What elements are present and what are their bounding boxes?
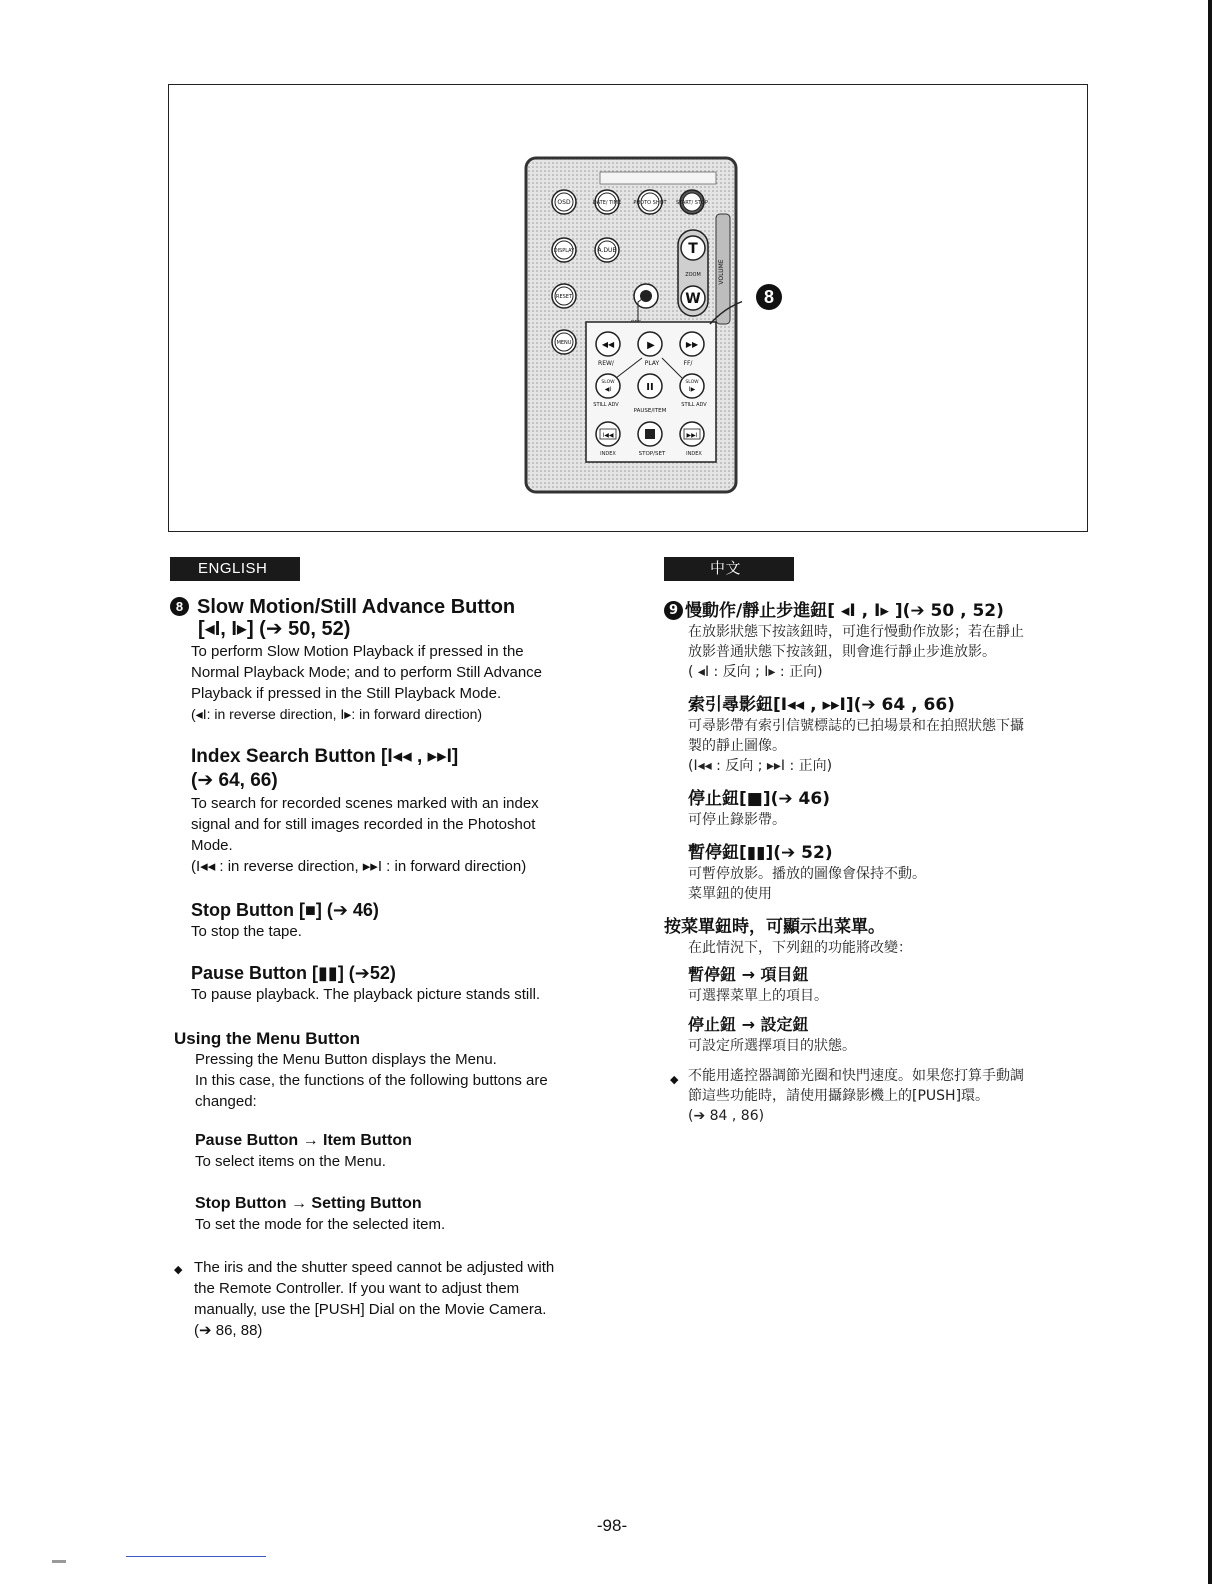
- zh-slow-motion-line-1: 在放影狀態下按該鈕時，可進行慢動作放影；若在靜止: [688, 624, 1024, 640]
- pause-button-text: To pause playback. The playback picture stands still.: [191, 986, 541, 1003]
- english-tab: ENGLISH: [170, 557, 300, 581]
- zh-index-search-line-3: (I◂◂ : 反向 ; ▸▸I : 正向): [688, 758, 833, 774]
- svg-text:I▶: I▶: [688, 386, 696, 393]
- zoom-w-label: W: [685, 291, 701, 307]
- page-edge-bar: [1208, 0, 1212, 1584]
- svg-text:◀◀: ◀◀: [601, 340, 615, 349]
- zh-pause-line-2: 菜單鈕的使用: [688, 886, 772, 902]
- scan-mark: [52, 1560, 66, 1563]
- zh-slow-motion-title-text: 慢動作/靜止步進鈕[ ◂I , I▸ ](➔ 50 , 52): [685, 601, 1004, 621]
- display-label: DISPLAY: [553, 248, 575, 254]
- chinese-column: [664, 600, 1104, 1126]
- still-adv-left-label: STILL ADV: [593, 402, 619, 408]
- menu-line-2: In this case, the functions of the following buttons are: [195, 1072, 548, 1089]
- zh-iris-note: [664, 1066, 1104, 1126]
- index-search-title: Index Search Button [I◂◂ , ▸▸I]: [191, 746, 459, 767]
- volume-label: VOLUME: [718, 259, 725, 285]
- index-search-line-1: To search for recorded scenes marked with an index: [191, 795, 539, 812]
- zh-menu-text: 在此情況下，下列鈕的功能將改變：: [688, 940, 912, 956]
- date-time-label: DATE/ TIME: [592, 200, 622, 206]
- zoom-t-label: T: [688, 241, 698, 257]
- zoom-label: ZOOM: [685, 272, 701, 278]
- slow-motion-line-4: (◂I: in reverse direction, I▸: in forward direction): [191, 706, 483, 722]
- page-number: -98-: [596, 1516, 628, 1535]
- index-search-line-3: Mode.: [191, 837, 233, 854]
- remote-controller-illustration: [520, 154, 742, 496]
- zh-pause-item-title: 暫停鈕 → 項目鈕: [688, 965, 809, 984]
- osd-label: OSD: [557, 199, 571, 206]
- index-search-line-4: (I◂◂ : in reverse direction, ▸▸I : in forward direction): [191, 858, 527, 875]
- reset-label: RESET: [555, 294, 573, 300]
- english-column: [170, 596, 610, 1341]
- slow-motion-title: [170, 596, 610, 618]
- svg-text:▶▶: ▶▶: [685, 340, 699, 349]
- zh-stop-text: 可停止錄影帶。: [688, 812, 786, 828]
- zh-note-line-1: 不能用遙控器調節光圈和快門速度。如果您打算手動調: [688, 1068, 1024, 1084]
- zh-stop-title: 停止鈕[■](➔ 46): [688, 789, 830, 809]
- ff-label: FF/: [683, 360, 693, 367]
- a-dub-label: A.DUB: [597, 247, 617, 254]
- still-adv-right-label: STILL ADV: [681, 402, 707, 408]
- note-line-3: manually, use the [PUSH] Dial on the Movie Camera.: [194, 1301, 547, 1318]
- pause-item-label: PAUSE/ITEM: [633, 408, 667, 414]
- footer-rule: [126, 1556, 266, 1557]
- slow-motion-line-3: Playback if pressed in the Still Playback Mode.: [191, 685, 502, 702]
- svg-text:◀I: ◀I: [604, 386, 612, 393]
- note-bullet-icon: ◆: [174, 1264, 183, 1276]
- slow-motion-line-1: To perform Slow Motion Playback if pressed in the: [191, 643, 524, 660]
- zh-pause-line-1: 可暫停放影。播放的圖像會保持不動。: [688, 866, 926, 882]
- pause-item-title: Pause Button → Item Button: [195, 1132, 412, 1149]
- index-search-line-2: signal and for still images recorded in the Photoshot: [191, 816, 536, 833]
- stop-button-title: Stop Button [■] (➔ 46): [191, 900, 379, 920]
- slow-motion-title-text: Slow Motion/Still Advance Button: [197, 596, 516, 618]
- menu-section-title: Using the Menu Button: [174, 1029, 361, 1048]
- zh-pause-title: 暫停鈕[▮▮](➔ 52): [688, 843, 833, 863]
- zh-index-search-line-1: 可尋影帶有索引信號標誌的已拍場景和在拍照狀態下攝: [688, 718, 1024, 734]
- zh-slow-motion-line-2: 放影普通狀態下按該鈕，則會進行靜止步進放影。: [688, 644, 996, 660]
- note-line-1: The iris and the shutter speed cannot be adjusted with: [194, 1259, 555, 1276]
- slow-left-label: SLOW: [601, 380, 615, 385]
- callout-number: 8: [756, 284, 782, 310]
- zh-note-line-3: (➔ 84 , 86): [688, 1108, 765, 1124]
- stop-set-label: STOP/SET: [638, 451, 666, 457]
- stop-set-title: Stop Button → Setting Button: [195, 1195, 422, 1212]
- zh-stop-set-text: 可設定所選擇項目的狀態。: [688, 1038, 856, 1054]
- index-search-ref: (➔ 64, 66): [191, 770, 278, 791]
- play-label: PLAY: [644, 360, 660, 367]
- pause-button-title: Pause Button [▮▮] (➔52): [191, 963, 396, 983]
- index-left-label: INDEX: [600, 451, 616, 457]
- zh-section-number-badge: 9: [664, 601, 683, 620]
- rew-label: REW/: [598, 360, 614, 367]
- svg-text:▶▶I: ▶▶I: [686, 432, 698, 439]
- stop-set-text: To set the mode for the selected item.: [195, 1216, 446, 1233]
- zh-stop-set-title: 停止鈕 → 設定鈕: [688, 1015, 809, 1034]
- zh-note-line-2: 節這些功能時，請使用攝錄影機上的[PUSH]環。: [688, 1088, 990, 1104]
- section-number-badge: 8: [170, 597, 189, 616]
- zh-menu-title: 按菜單鈕時，可顯示出菜單。: [664, 917, 885, 937]
- chinese-tab: 中文: [664, 557, 794, 581]
- zh-index-search-title: 索引尋影鈕[I◂◂ , ▸▸I](➔ 64 , 66): [688, 695, 955, 715]
- menu-label: MENU: [556, 340, 572, 346]
- svg-text:II: II: [646, 382, 654, 393]
- menu-line-1: Pressing the Menu Button displays the Menu.: [195, 1051, 497, 1068]
- photo-shot-label: PHOTO SHOT: [633, 200, 667, 206]
- pause-item-text: To select items on the Menu.: [195, 1153, 386, 1170]
- note-line-2: the Remote Controller. If you want to adjust them: [194, 1280, 520, 1297]
- slow-motion-ref: [◂I, I▸] (➔ 50, 52): [198, 618, 351, 640]
- slow-motion-line-2: Normal Playback Mode; and to perform Still Advance: [191, 664, 542, 681]
- slow-right-label: SLOW: [685, 380, 699, 385]
- zh-pause-item-text: 可選擇菜單上的項目。: [688, 988, 828, 1004]
- note-line-4: (➔ 86, 88): [194, 1322, 263, 1339]
- start-stop-label: START/ STOP: [676, 200, 708, 206]
- zh-note-bullet-icon: ◆: [670, 1073, 679, 1086]
- zh-slow-motion-line-3: ( ◂I : 反向 ; I▸ : 正向): [688, 664, 823, 680]
- menu-line-3: changed:: [195, 1093, 257, 1110]
- index-right-label: INDEX: [686, 451, 702, 457]
- iris-note: [170, 1257, 610, 1341]
- svg-text:I◀◀: I◀◀: [602, 432, 614, 439]
- stop-button-text: To stop the tape.: [191, 923, 302, 940]
- zh-slow-motion-title: [664, 600, 1104, 622]
- zh-index-search-line-2: 製的靜止圖像。: [688, 738, 786, 754]
- svg-text:▶: ▶: [647, 340, 655, 351]
